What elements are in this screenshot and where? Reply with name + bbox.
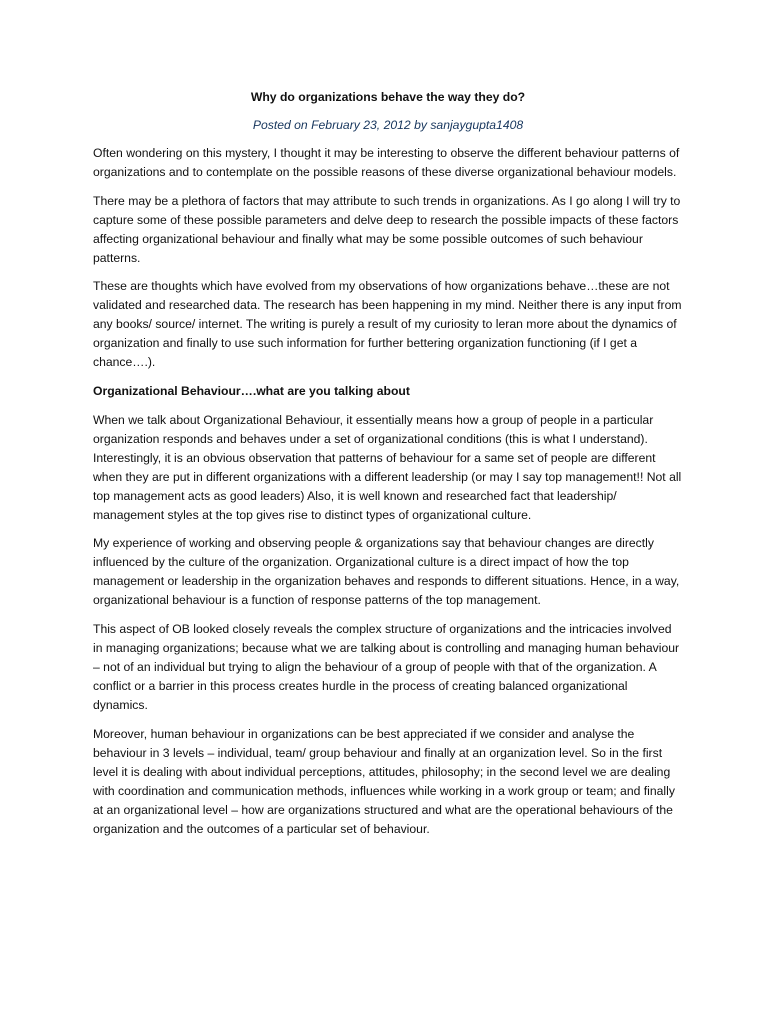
article-title: Why do organizations behave the way they do? [250,90,526,104]
paragraph-intro-1: Often wondering on this mystery, I thought it may be interesting to observe the different behaviour patterns of organizations and to contemplate on the possible reasons of these diverse organizational behaviour models. [93,146,680,180]
paragraph-intro-3: These are thoughts which have evolved from my observations of how organizations behave…these are not validated and researched data. The research has been happening in my mind. Neither there is any input from any books/ source/ internet. The writing is purely a result of my curiosity to leran more about the dynamics of organization and finally to use such information for further bettering organization functioning (if I get a chance….). [93,279,682,370]
section-heading: Organizational Behaviour….what are you talking about [93,384,410,399]
document-page [93,88,683,849]
paragraph-body-2: My experience of working and observing people & organizations say that behaviour changes are directly influenced by the culture of the organization. Organizational culture is a direct impact of how the top management or leadership in the organization behaves and responds to different situations. Hence, in a way, organizational behaviour is a function of response patterns of the top management. [93,536,680,608]
paragraph-body-3: This aspect of OB looked closely reveals the complex structure of organizations and the intricacies involved in managing organizations; because what we are talking about is controlling and managing human behaviour – not of an individual but trying to align the behaviour of a group of people with that of the organization. A conflict or a barrier in this process creates hurdle in the process of creating balanced organizational dynamics. [93,621,680,713]
paragraph-body-4: Moreover, human behaviour in organizations can be best appreciated if we consider and analyse the behaviour in 3 levels – individual, team/ group behaviour and finally at an organization level. So in the first level it is dealing with about individual perceptions, attitudes, philosophy; in the second level we are dealing with coordination and communication methods, influences while working in a work group or team; and finally at an organizational level – how are organizations structured and what are the operational behaviours of the organization and the outcomes of a particular set of behaviour. [93,726,675,836]
paragraph-intro-2: There may be a plethora of factors that may attribute to such trends in organizations. As I go along I will try to capture some of these possible parameters and delve deep to research the possible impacts of these factors affecting organizational behaviour and finally what may be some possible outcomes of such behaviour patterns. [93,193,681,265]
posted-byline: Posted on February 23, 2012 by sanjaygupta1408 [252,118,524,132]
paragraph-body-1: When we talk about Organizational Behaviour, it essentially means how a group of people in a particular organization responds and behaves under a set of organizational conditions (this is what I understand). Interestingly, it is an obvious observation that patterns of behaviour for a same set of people are different when they are put in different organizations with a different leadership (or may I say top management!! Not all top management acts as good leaders) Also, it is well known and researched fact that leadership/ management styles at the top gives rise to distinct types of organizational culture. [93,412,682,522]
